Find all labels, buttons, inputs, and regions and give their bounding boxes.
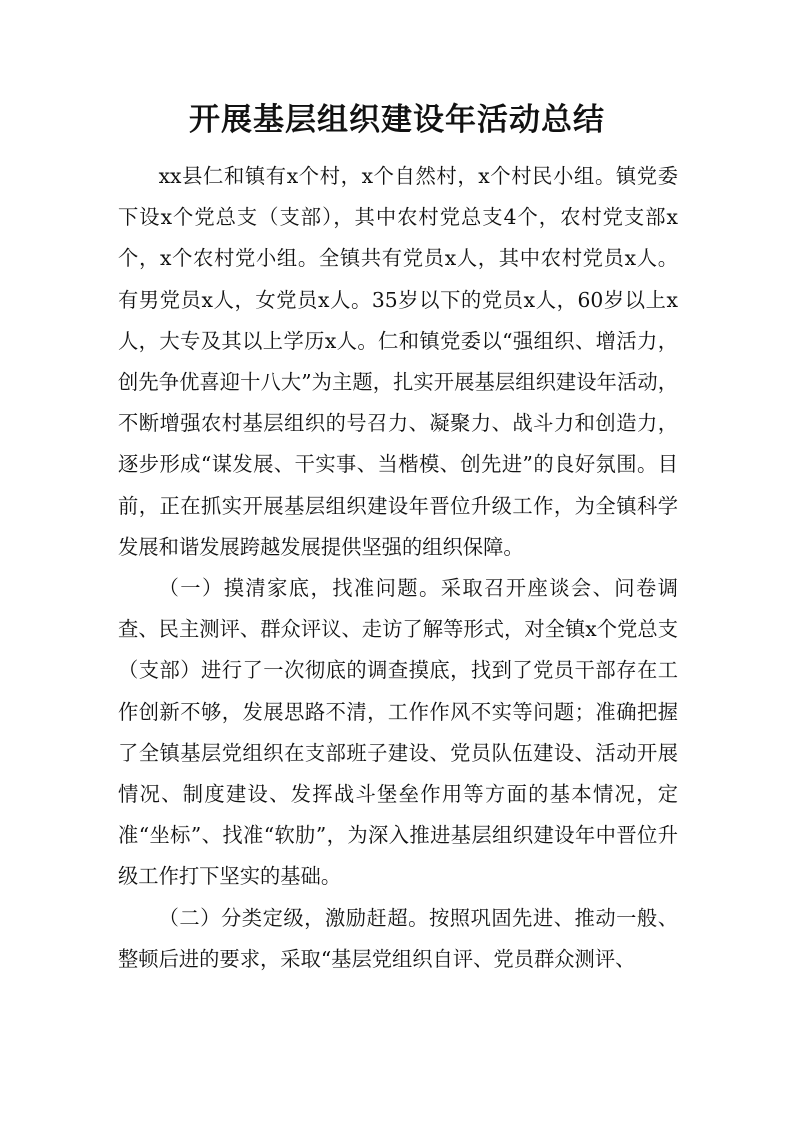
document-body [118,156,678,980]
document-title: 开展基层组织建设年活动总结 [189,102,605,138]
paragraph-section-one: （一）摸清家底，找准问题。采取召开座谈会、问卷调查、民主测评、群众评议、走访了解等形式，对全镇x个党总支（支部）进行了一次彻底的调查摸底，找到了党员干部存在工作创新不够，发展思路不清，工作作风不实等问题；准确把握了全镇基层党组织在支部班子建设、党员队伍建设、活动开展情况、制度建设、发挥战斗堡垒作用等方面的基本情况，定准“坐标”、找准“软肋”，为深入推进基层组织建设年中晋位升级工作打下坚实的基础。 [118,576,678,889]
paragraph-section-two: （二）分类定级，激励赶超。按照巩固先进、推动一般、整顿后进的要求，采取“基层党组织自评、党员群众测评、 [118,905,678,971]
paragraph-overview: xx县仁和镇有x个村，x个自然村，x个村民小组。镇党委下设x个党总支（支部），其中农村党总支4个，农村党支部x个，x个农村党小组。全镇共有党员x人，其中农村党员x人。有男党员x人，女党员x人。35岁以下的党员x人，60岁以上x人，大专及其以上学历x人。仁和镇党委以“强组织、增活力，创先争优喜迎十八大”为主题，扎实开展基层组织建设年活动，不断增强农村基层组织的号召力、凝聚力、战斗力和创造力，逐步形成“谋发展、干实事、当楷模、创先进”的良好氛围。目前，正在抓实开展基层组织建设年晋位升级工作，为全镇科学发展和谐发展跨越发展提供坚强的组织保障。 [118,164,678,559]
